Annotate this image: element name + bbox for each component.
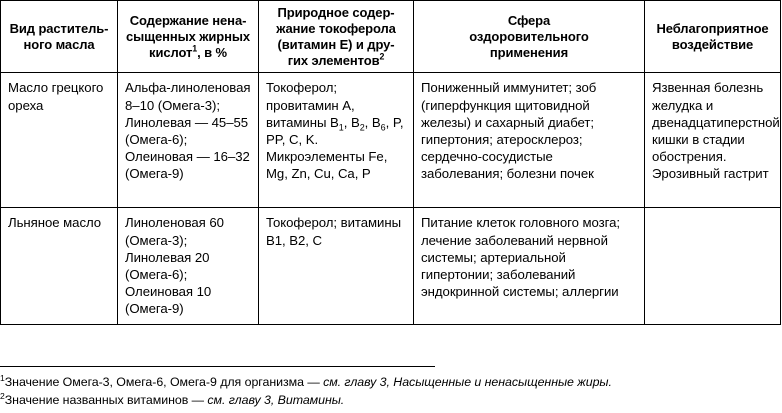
header-line: оздоровительного (469, 28, 589, 44)
footnote-ref-2: 2 (379, 51, 385, 62)
column-header-unsaturated-acids (118, 1, 259, 73)
table-header (1, 1, 781, 73)
column-header-oil-type (1, 1, 118, 73)
cell-health-usage: Пониженный иммунитет; зоб (гиперфункция щитовидной железы) и сахарный диабет; гипертония; атеросклероз; сердечно-сосудистые заболевания; болезни почек (414, 73, 645, 208)
footnote-marker: 2 (0, 390, 5, 401)
cell-unsaturated-acids: Альфа-линоленовая 8–10 (Омега-3); Линолевая — 45–55 (Омега-6); Олеиновая — 16–32 (Омега-9) (118, 73, 259, 208)
header-line: кислот (149, 44, 193, 60)
tocopherol-text: , B (343, 114, 360, 130)
header-line: ного масла (23, 36, 95, 52)
column-header-adverse-effects (645, 1, 781, 73)
footnote-text: Значение Омега-3, Омега-6, Омега-9 для организма — (4, 375, 324, 389)
cell-adverse-effects (645, 208, 781, 325)
cell-tocopherol (259, 73, 414, 208)
tocopherol-text: , B (364, 114, 381, 130)
table-row (1, 73, 781, 208)
tocopherol-text: , P, PP, C, K. Микроэлементы Fe, Mg, Zn, Cu, Ca, P (266, 114, 404, 182)
cell-oil-type: Масло грецкого ореха (1, 73, 118, 208)
footnote-2 (0, 392, 781, 410)
tocopherol-text: Токоферол; провитамин А, витамины B (266, 80, 355, 130)
column-header-health-usage (414, 1, 645, 73)
header-line: Вид раститель- (9, 20, 109, 36)
vitamin-b1-subscript: 1 (338, 122, 344, 133)
cell-adverse-effects: Язвенная болезнь желудка и двенадцатиперстной кишки в стадии обострения. Эрозивный гастрит (645, 73, 781, 208)
header-line: гих элементов (287, 52, 380, 68)
table-body (1, 73, 781, 325)
header-line: сыщенных жирных (125, 28, 250, 44)
vitamin-b6-subscript: 6 (380, 122, 386, 133)
header-line: Сфера (507, 12, 551, 28)
footnote-text: Значение названных витаминов — (4, 392, 208, 407)
footnote-reference-italic: см. главу 3, Витамины. (207, 392, 345, 407)
header-line: , в % (197, 44, 227, 60)
footnote-marker: 1 (0, 372, 5, 383)
cell-tocopherol: Токоферол; витамины В1, В2, С (259, 208, 414, 325)
table-header-row (1, 1, 781, 73)
header-line: жание токоферола (276, 20, 396, 36)
cell-unsaturated-acids: Линоленовая 60 (Омега-3); Линолевая 20 (Омега-6); Олеиновая 10 (Омега-9) (118, 208, 259, 325)
footnote-ref-1: 1 (192, 43, 198, 54)
cell-health-usage: Питание клеток головного мозга; лечение заболеваний нервной системы; артериальной гипертонии; заболеваний эндокринной системы; аллергии (414, 208, 645, 325)
header-line: (витамин Е) и дру- (277, 36, 395, 52)
column-header-tocopherol (259, 1, 414, 73)
footnotes-section (0, 366, 781, 410)
header-line: Неблагоприятное (656, 20, 769, 36)
header-line: воздействие (671, 36, 754, 52)
table-row (1, 208, 781, 325)
footnote-1 (0, 374, 781, 392)
footnote-reference-italic: см. главу 3, Насыщенные и ненасыщенные жиры. (323, 375, 612, 389)
header-line: Содержание нена- (129, 12, 247, 28)
header-line: применения (489, 44, 569, 60)
vitamin-b2-subscript: 2 (359, 122, 365, 133)
cell-oil-type: Льняное масло (1, 208, 118, 325)
footnote-separator-rule (0, 366, 435, 367)
header-line: Природное содер- (277, 5, 395, 20)
